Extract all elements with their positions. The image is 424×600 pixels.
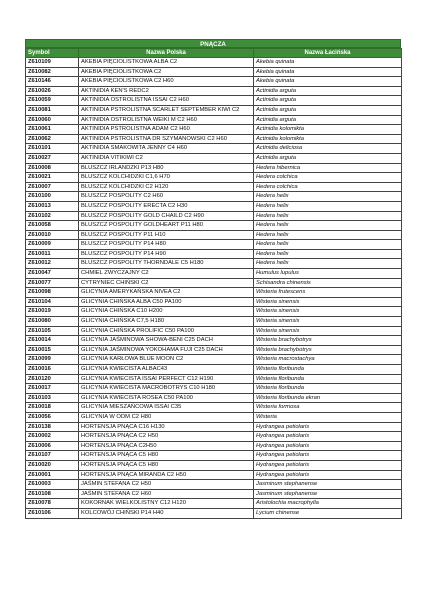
- cell-symbol: Z610146: [26, 77, 79, 87]
- table-row: [26, 173, 402, 183]
- price-list-sheet: [25, 39, 401, 519]
- cell-symbol: Z610101: [26, 144, 79, 154]
- cell-polish-name: AKEBIA PIĘCIOLISTKOWA C2: [79, 67, 254, 77]
- table-row: [26, 422, 402, 432]
- cell-latin-name: Hydrangea petiolaris: [254, 422, 402, 432]
- cell-symbol: Z610003: [26, 480, 79, 490]
- cell-symbol: Z610082: [26, 67, 79, 77]
- cell-polish-name: BLUSZCZ POSPOLITY C2 H60: [79, 192, 254, 202]
- cell-polish-name: BLUSZCZ POSPOLITY P14 H90: [79, 249, 254, 259]
- cell-polish-name: AKTINIDIA SMAKOWITA JENNY C4 H60: [79, 144, 254, 154]
- cell-polish-name: GLICYNIA KWIECISTA ROSEA C50 PA100: [79, 393, 254, 403]
- table-row: [26, 460, 402, 470]
- cell-symbol: Z610056: [26, 412, 79, 422]
- cell-latin-name: Actinidia kolomikta: [254, 125, 402, 135]
- column-header-symbol: Symbol: [26, 49, 79, 58]
- cell-symbol: Z610120: [26, 374, 79, 384]
- cell-symbol: Z610100: [26, 192, 79, 202]
- cell-polish-name: BLUSZCZ POSPOLITY GOLDHEART P11 H80: [79, 221, 254, 231]
- table-row: [26, 384, 402, 394]
- cell-latin-name: Hydrangea petiolaris: [254, 432, 402, 442]
- cell-symbol: Z610012: [26, 259, 79, 269]
- cell-latin-name: Wisteria sinensis: [254, 317, 402, 327]
- cell-polish-name: GLICYNIA JAŚMINOWA YOKOHAMA FUJI C25 DACH: [79, 345, 254, 355]
- cell-symbol: Z610077: [26, 278, 79, 288]
- cell-latin-name: Actinidia kolomikta: [254, 134, 402, 144]
- cell-latin-name: Actinidia arguta: [254, 153, 402, 163]
- table-row: [26, 86, 402, 96]
- cell-polish-name: GLICYNIA KARŁOWA BLUE MOON C2: [79, 355, 254, 365]
- table-row: [26, 67, 402, 77]
- cell-polish-name: HORTENSJA PNĄCA C2H50: [79, 441, 254, 451]
- cell-polish-name: KOKORNAK WIELKOLISTNY C12 H120: [79, 499, 254, 509]
- table-row: [26, 345, 402, 355]
- cell-polish-name: HORTENSJA PNĄCA C5 H80: [79, 451, 254, 461]
- cell-latin-name: Wisteria brachybotrys: [254, 336, 402, 346]
- cell-symbol: Z610027: [26, 153, 79, 163]
- table-row: [26, 230, 402, 240]
- cell-polish-name: BLUSZCZ KOLCHIDZKI C2 H120: [79, 182, 254, 192]
- cell-symbol: Z610060: [26, 115, 79, 125]
- cell-symbol: Z610106: [26, 508, 79, 518]
- cell-latin-name: Akebia quinata: [254, 58, 402, 68]
- cell-symbol: Z610062: [26, 134, 79, 144]
- cell-symbol: Z610014: [26, 336, 79, 346]
- cell-latin-name: Akebia quinata: [254, 67, 402, 77]
- plants-table: [25, 48, 402, 519]
- cell-symbol: Z610080: [26, 317, 79, 327]
- table-row: [26, 153, 402, 163]
- table-row: [26, 297, 402, 307]
- cell-polish-name: AKTINIDIA OSTROLISTNA ISSAI C2 H60: [79, 96, 254, 106]
- cell-latin-name: Actinidia deliciosa: [254, 144, 402, 154]
- table-row: [26, 499, 402, 509]
- cell-symbol: Z610010: [26, 230, 79, 240]
- cell-polish-name: GLICYNIA KWIECISTA MACROBOTRYS C10 H180: [79, 384, 254, 394]
- cell-latin-name: Wisteria floribunda: [254, 374, 402, 384]
- cell-symbol: Z610013: [26, 201, 79, 211]
- table-header-row: [26, 49, 402, 58]
- table-row: [26, 355, 402, 365]
- cell-latin-name: Hydrangea petiolaris: [254, 451, 402, 461]
- cell-latin-name: Hedera colchica: [254, 182, 402, 192]
- table-row: [26, 393, 402, 403]
- cell-latin-name: Wisteria formosa: [254, 403, 402, 413]
- cell-symbol: Z610061: [26, 125, 79, 135]
- cell-polish-name: GLICYNIA MIESZAŃCOWA ISSAI C35: [79, 403, 254, 413]
- cell-latin-name: Hedera colchica: [254, 173, 402, 183]
- table-row: [26, 480, 402, 490]
- table-row: [26, 221, 402, 231]
- cell-latin-name: Hydrangea petiolaris: [254, 460, 402, 470]
- table-row: [26, 77, 402, 87]
- cell-polish-name: GLICYNIA CHIŃSKA C10 H200: [79, 307, 254, 317]
- cell-latin-name: Hedera helix: [254, 211, 402, 221]
- cell-polish-name: GLICYNIA JAŚMINOWA SHOWA-BENI C25 DACH: [79, 336, 254, 346]
- cell-polish-name: CHMIEL ZWYCZAJNY C2: [79, 269, 254, 279]
- cell-symbol: Z610009: [26, 240, 79, 250]
- cell-symbol: Z610102: [26, 211, 79, 221]
- column-header-latin-name: Nazwa Łacińska: [254, 49, 402, 58]
- cell-polish-name: HORTENSJA PNĄCA MIRANDA C2 H50: [79, 470, 254, 480]
- cell-latin-name: Hedera helix: [254, 221, 402, 231]
- table-row: [26, 489, 402, 499]
- cell-symbol: Z610017: [26, 384, 79, 394]
- cell-symbol: Z610059: [26, 96, 79, 106]
- cell-polish-name: GLICYNIA AMERYKAŃSKA NIVEA C2: [79, 288, 254, 298]
- table-row: [26, 365, 402, 375]
- table-row: [26, 374, 402, 384]
- cell-latin-name: Hedera hibernica: [254, 163, 402, 173]
- cell-polish-name: BLUSZCZ POSPOLITY THORNDALE C5 H180: [79, 259, 254, 269]
- cell-latin-name: Hedera helix: [254, 192, 402, 202]
- cell-symbol: Z610098: [26, 288, 79, 298]
- table-row: [26, 432, 402, 442]
- cell-polish-name: JAŚMIN STEFANA C2 H60: [79, 489, 254, 499]
- cell-polish-name: AKTINIDIA PSTROLISTNA SCARLET SEPTEMBER KIWI C2: [79, 105, 254, 115]
- cell-symbol: Z610107: [26, 451, 79, 461]
- cell-symbol: Z610018: [26, 403, 79, 413]
- cell-polish-name: BLUSZCZ POSPOLITY GOLD CHAILD C2 H90: [79, 211, 254, 221]
- table-row: [26, 288, 402, 298]
- cell-polish-name: BLUSZCZ IRLANDZKI P13 H80: [79, 163, 254, 173]
- cell-latin-name: Jasminum stephanense: [254, 480, 402, 490]
- cell-polish-name: HORTENSJA PNĄCA C5 H80: [79, 460, 254, 470]
- table-row: [26, 317, 402, 327]
- cell-symbol: Z610099: [26, 355, 79, 365]
- table-row: [26, 144, 402, 154]
- table-row: [26, 249, 402, 259]
- cell-latin-name: Jasminum stephanense: [254, 489, 402, 499]
- cell-polish-name: AKEBIA PIĘCIOLISTKOWA ALBA C2: [79, 58, 254, 68]
- cell-latin-name: Hedera helix: [254, 240, 402, 250]
- table-row: [26, 451, 402, 461]
- cell-polish-name: AKEBIA PIĘCIOLISTKOWA C2 H60: [79, 77, 254, 87]
- cell-polish-name: GLICYNIA KWIECISTA ALBAC43: [79, 365, 254, 375]
- cell-latin-name: Actinidia arguta: [254, 105, 402, 115]
- cell-latin-name: Wisteria sinensis: [254, 297, 402, 307]
- cell-symbol: Z610105: [26, 326, 79, 336]
- table-row: [26, 105, 402, 115]
- table-row: [26, 134, 402, 144]
- cell-latin-name: Akebia quinata: [254, 77, 402, 87]
- cell-polish-name: JAŚMIN STEFANA C2 H50: [79, 480, 254, 490]
- cell-latin-name: Aristolochia macrophylla: [254, 499, 402, 509]
- cell-symbol: Z610104: [26, 297, 79, 307]
- cell-latin-name: Wisteria frutescens: [254, 288, 402, 298]
- cell-latin-name: Hydrangea petiolaris: [254, 470, 402, 480]
- cell-latin-name: Hedera helix: [254, 249, 402, 259]
- table-row: [26, 192, 402, 202]
- cell-polish-name: AKTINIDIA KEN'S REDC2: [79, 86, 254, 96]
- cell-symbol: Z610001: [26, 470, 79, 480]
- cell-latin-name: Wisteria sinensis: [254, 307, 402, 317]
- cell-polish-name: AKTINIDIA OSTROLISTNA WEIKI M C2 H60: [79, 115, 254, 125]
- cell-symbol: Z610058: [26, 221, 79, 231]
- cell-symbol: Z610021: [26, 173, 79, 183]
- cell-latin-name: Wisteria macrostachya: [254, 355, 402, 365]
- cell-symbol: Z610078: [26, 499, 79, 509]
- cell-polish-name: GLICYNIA W ODM C2 H80: [79, 412, 254, 422]
- cell-polish-name: GLICYNIA CHIŃSKA C7,5 H180: [79, 317, 254, 327]
- cell-symbol: Z610109: [26, 58, 79, 68]
- cell-polish-name: GLICYNIA CHIŃSKA ALBA C50 PA100: [79, 297, 254, 307]
- cell-symbol: Z610108: [26, 489, 79, 499]
- table-row: [26, 58, 402, 68]
- section-title: PNĄCZA: [25, 39, 401, 48]
- cell-latin-name: Wisteria: [254, 412, 402, 422]
- cell-polish-name: HORTENSJA PNĄCA C2 H50: [79, 432, 254, 442]
- table-row: [26, 336, 402, 346]
- cell-symbol: Z610008: [26, 163, 79, 173]
- table-row: [26, 326, 402, 336]
- cell-latin-name: Hedera helix: [254, 201, 402, 211]
- cell-symbol: Z610016: [26, 365, 79, 375]
- cell-symbol: Z610026: [26, 86, 79, 96]
- table-row: [26, 269, 402, 279]
- cell-polish-name: BLUSZCZ KOLCHIDZKI C1,6 H70: [79, 173, 254, 183]
- cell-symbol: Z610019: [26, 307, 79, 317]
- cell-polish-name: BLUSZCZ POSPOLITY P14 H80: [79, 240, 254, 250]
- table-row: [26, 211, 402, 221]
- cell-symbol: Z610011: [26, 249, 79, 259]
- cell-latin-name: Wisteria brachybotrys: [254, 345, 402, 355]
- cell-polish-name: AKTINIDIA VITIKIWI C2: [79, 153, 254, 163]
- cell-symbol: Z610002: [26, 432, 79, 442]
- cell-latin-name: Lycium chinense: [254, 508, 402, 518]
- cell-polish-name: BLUSZCZ POSPOLITY ERECTA C2 H30: [79, 201, 254, 211]
- table-row: [26, 403, 402, 413]
- table-row: [26, 125, 402, 135]
- table-row: [26, 412, 402, 422]
- cell-symbol: Z610006: [26, 441, 79, 451]
- cell-latin-name: Humulus lupulus: [254, 269, 402, 279]
- column-header-polish-name: Nazwa Polska: [79, 49, 254, 58]
- cell-polish-name: KOLCOWÓJ CHIŃSKI P14 H40: [79, 508, 254, 518]
- cell-symbol: Z610015: [26, 345, 79, 355]
- cell-latin-name: Wisteria floribunda: [254, 365, 402, 375]
- cell-symbol: Z610138: [26, 422, 79, 432]
- cell-polish-name: GLICYNIA CHIŃSKA PROLIFIC C50 PA100: [79, 326, 254, 336]
- cell-polish-name: CYTRYNIEC CHIŃSKI C2: [79, 278, 254, 288]
- cell-polish-name: GLICYNIA KWIECISTA ISSAI PERFECT C12 H190: [79, 374, 254, 384]
- cell-latin-name: Hedera helix: [254, 230, 402, 240]
- cell-polish-name: AKTINIDIA PSTROLISTNA ADAM C2 H60: [79, 125, 254, 135]
- cell-symbol: Z610081: [26, 105, 79, 115]
- cell-symbol: Z610007: [26, 182, 79, 192]
- table-row: [26, 307, 402, 317]
- table-row: [26, 182, 402, 192]
- cell-polish-name: BLUSZCZ POSPOLITY P11 H10: [79, 230, 254, 240]
- cell-latin-name: Wisteria floribunda: [254, 384, 402, 394]
- cell-symbol: Z610103: [26, 393, 79, 403]
- cell-latin-name: Actinidia arguta: [254, 86, 402, 96]
- cell-latin-name: Wisteria sinensis: [254, 326, 402, 336]
- table-row: [26, 470, 402, 480]
- table-row: [26, 508, 402, 518]
- cell-latin-name: Actinidia arguta: [254, 115, 402, 125]
- cell-latin-name: Hedera helix: [254, 259, 402, 269]
- table-row: [26, 115, 402, 125]
- cell-latin-name: Actinidia arguta: [254, 96, 402, 106]
- cell-latin-name: Wisteria floribunda ekran: [254, 393, 402, 403]
- table-row: [26, 441, 402, 451]
- cell-symbol: Z610020: [26, 460, 79, 470]
- cell-polish-name: AKTINIDIA PSTROLISTNA DR SZYMANOWSKI C2 H60: [79, 134, 254, 144]
- cell-latin-name: Hydrangea petiolaris: [254, 441, 402, 451]
- table-row: [26, 240, 402, 250]
- table-row: [26, 163, 402, 173]
- cell-latin-name: Schisandra chinensis: [254, 278, 402, 288]
- table-row: [26, 96, 402, 106]
- table-row: [26, 201, 402, 211]
- cell-polish-name: HORTENSJA PNĄCA C16 H130: [79, 422, 254, 432]
- table-row: [26, 278, 402, 288]
- cell-symbol: Z610047: [26, 269, 79, 279]
- table-row: [26, 259, 402, 269]
